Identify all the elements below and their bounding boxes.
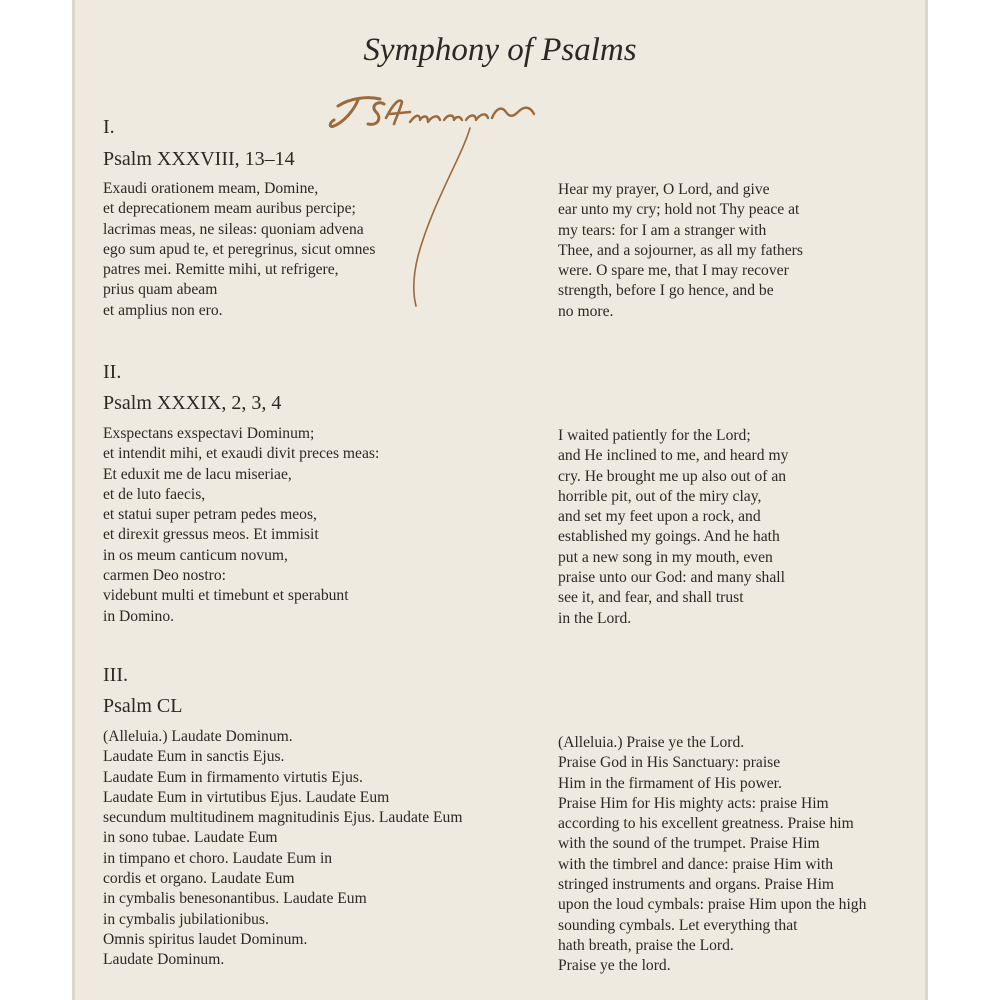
english-line: with the timbrel and dance: praise Him with	[558, 855, 833, 873]
latin-text	[103, 727, 462, 971]
latin-line: (Alleluia.) Laudate Dominum.	[103, 728, 293, 745]
english-line: with the sound of the trumpet. Praise Him	[558, 835, 820, 853]
section-numeral: II.	[103, 361, 122, 383]
english-line: no more.	[558, 302, 614, 320]
latin-line: Et eduxit me de lacu miseriae,	[103, 465, 292, 483]
page-title: Symphony of Psalms	[363, 32, 637, 68]
english-line: praise unto our God: and many shall	[558, 569, 785, 587]
psalm-reference: Psalm CL	[103, 695, 183, 717]
english-text	[558, 733, 866, 977]
english-line: stringed instruments and organs. Praise Him	[558, 876, 835, 894]
page-right-edge	[925, 0, 928, 1000]
latin-line: videbunt multi et timebunt et sperabunt	[103, 587, 349, 605]
english-line: horrible pit, out of the miry clay,	[558, 487, 762, 505]
english-line: in the Lord.	[558, 609, 632, 627]
english-line: hath breath, praise the Lord.	[558, 936, 734, 954]
latin-line: et direxit gressus meos. Et immisit	[103, 526, 319, 544]
latin-line: et statui super petram pedes meos,	[103, 506, 317, 524]
latin-line: carmen Deo nostro:	[103, 567, 226, 585]
latin-line: in timpano et choro. Laudate Eum in	[103, 849, 333, 867]
latin-line: Laudate Eum in sanctis Ejus.	[103, 748, 285, 766]
english-line: Thee, and a sojourner, as all my fathers	[558, 241, 803, 259]
latin-line: Laudate Eum in firmamento virtutis Ejus.	[103, 768, 363, 786]
latin-text	[103, 424, 379, 627]
english-line: and He inclined to me, and heard my	[558, 447, 789, 465]
english-line: Praise ye the lord.	[558, 957, 671, 975]
english-line: (Alleluia.) Praise ye the Lord.	[558, 734, 745, 751]
english-text	[558, 180, 803, 322]
latin-line: in Domino.	[103, 607, 175, 625]
latin-line: in sono tubae. Laudate Eum	[103, 829, 278, 847]
english-line: my tears: for I am a stranger with	[558, 221, 767, 239]
english-line: cry. He brought me up also out of an	[558, 467, 787, 485]
english-line: I waited patiently for the Lord;	[558, 427, 751, 444]
latin-line: ego sum apud te, et peregrinus, sicut omnes	[103, 240, 376, 258]
latin-line: lacrimas meas, ne sileas: quoniam advena	[103, 220, 364, 238]
english-line: upon the loud cymbals: praise Him upon the high	[558, 896, 867, 914]
latin-line: Laudate Dominum.	[103, 951, 225, 969]
english-text	[558, 426, 788, 629]
english-line: Him in the firmament of His power.	[558, 774, 782, 792]
latin-line: et intendit mihi, et exaudi divit preces meas:	[103, 445, 380, 463]
latin-line: secundum multitudinem magnitudinis Ejus. Laudate Eum	[103, 809, 463, 827]
english-line: and set my feet upon a rock, and	[558, 508, 761, 526]
latin-line: et amplius non ero.	[103, 301, 223, 319]
psalm-reference: Psalm XXXIX, 2, 3, 4	[103, 392, 282, 414]
latin-line: in cymbalis jubilationibus.	[103, 910, 269, 928]
english-line: ear unto my cry; hold not Thy peace at	[558, 201, 800, 219]
english-line: strength, before I go hence, and be	[558, 282, 774, 300]
latin-line: et deprecationem meam auribus percipe;	[103, 200, 356, 218]
english-line: sounding cymbals. Let everything that	[558, 916, 798, 934]
english-line: put a new song in my mouth, even	[558, 548, 773, 566]
english-line: see it, and fear, and shall trust	[558, 589, 744, 607]
section-numeral: I.	[103, 116, 115, 138]
latin-line: cordis et organo. Laudate Eum	[103, 870, 295, 888]
english-line: Praise God in His Sanctuary: praise	[558, 754, 781, 772]
english-line: were. O spare me, that I may recover	[558, 262, 789, 280]
latin-line: in os meum canticum novum,	[103, 546, 288, 564]
latin-line: et de luto faecis,	[103, 485, 206, 503]
latin-line: prius quam abeam	[103, 281, 218, 299]
latin-line: in cymbalis benesonantibus. Laudate Eum	[103, 890, 367, 908]
latin-line: Omnis spiritus laudet Dominum.	[103, 930, 308, 948]
page-left-edge	[72, 0, 75, 1000]
latin-line: Exspectans exspectavi Dominum;	[103, 425, 315, 442]
latin-line: Laudate Eum in virtutibus Ejus. Laudate Eum	[103, 788, 390, 806]
latin-text	[103, 179, 375, 321]
latin-line: patres mei. Remitte mihi, ut refrigere,	[103, 261, 339, 279]
psalm-reference: Psalm XXXVIII, 13–14	[103, 148, 295, 170]
latin-line: Exaudi orationem meam, Domine,	[103, 180, 319, 197]
section-numeral: III.	[103, 664, 128, 686]
english-line: Praise Him for His mighty acts: praise Him	[558, 794, 829, 812]
english-line: established my goings. And he hath	[558, 528, 780, 546]
english-line: Hear my prayer, O Lord, and give	[558, 181, 770, 198]
english-line: according to his excellent greatness. Praise him	[558, 815, 854, 833]
